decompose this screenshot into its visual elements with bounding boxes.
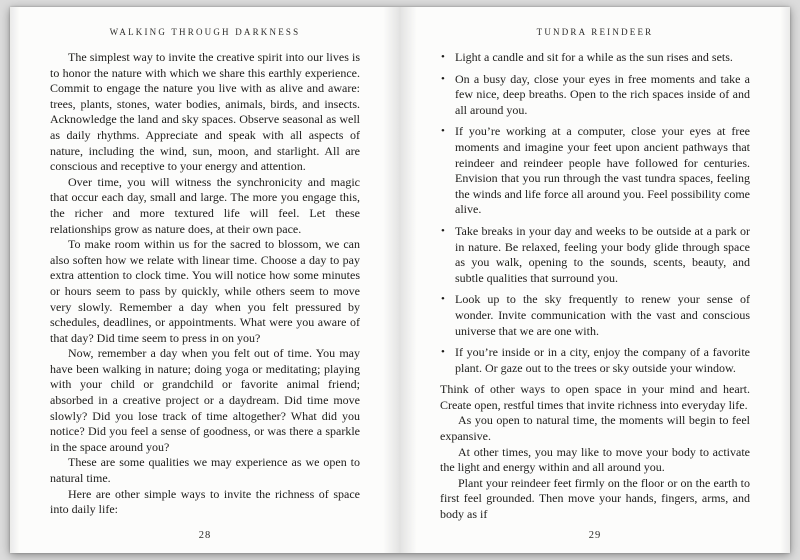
bullet-text: If you’re inside or in a city, enjoy the company of a favorite plant. Or gaze out to the trees or sky outside your window. [455, 345, 750, 375]
bullet-list [440, 50, 750, 376]
left-body-text [50, 50, 360, 518]
right-running-head: TUNDRA REINDEER [536, 27, 654, 37]
paragraph: At other times, you may like to move your body to activate the light and energy within and all around you. [440, 444, 750, 475]
left-running-head: WALKING THROUGH DARKNESS [109, 27, 301, 37]
paragraph: Here are other simple ways to invite the richness of space into daily life: [50, 486, 360, 517]
right-page [400, 7, 790, 553]
book-spread [10, 7, 790, 553]
paragraph: As you open to natural time, the moments will begin to feel expansive. [440, 413, 750, 444]
bullet-text: Take breaks in your day and weeks to be outside at a park or in nature. Be relaxed, feeling your body glide through space as you walk, opening to the sounds, scents, beauty, and subtle qualities that surround you. [455, 223, 750, 285]
bullet-item [440, 72, 750, 119]
bullet-item [440, 292, 750, 339]
bullet-text: Look up to the sky frequently to renew your sense of wonder. Invite communication with the vast and conscious universe that we are one with. [455, 292, 750, 338]
bullet-icon: • [441, 72, 445, 85]
bullet-item [440, 124, 750, 218]
paragraph: These are some qualities we may experience as we open to natural time. [50, 455, 360, 486]
bullet-icon: • [441, 224, 445, 237]
paragraph: Think of other ways to open space in your mind and heart. Create open, restful times that invite richness into everyday life. [440, 382, 750, 412]
right-body-text [440, 50, 750, 523]
bullet-text: Light a candle and sit for a while as the sun rises and sets. [455, 50, 733, 64]
paragraph: The simplest way to invite the creative spirit into our lives is to honor the nature with which we share this earthly experience. Commit to engage the nature you live with as alive and aware: trees, plants, stones, water bodies, animals, birds, and insects. Acknowledge the land and sky spaces. Observe seasonal as well as daily rhythms. Appreciate and speak with all aspects of nature, including the wind, sun, moon, and starlight. All are conscious and receptive to your energy and attention. [50, 50, 360, 174]
paragraph: To make room within us for the sacred to blossom, we can also soften how we relate with linear time. Choose a day to pay extra attention to clock time. You will notice how some minutes or hours seem to pass by quickly, while others seem to move very slowly. Remember a day when you felt pressured by schedules, deadlines, or appointments. What were you aware of that day? Did time seem to press in on you? [50, 237, 360, 345]
bullet-icon: • [441, 51, 445, 63]
bullet-item [440, 224, 750, 286]
left-page-number: 28 [198, 530, 212, 541]
bullet-text: If you’re working at a computer, close your eyes at free moments and imagine your feet upon ancient pathways that reindeer and reindeer people have followed for centuries. Envision that you run through the vast tundra spaces, feeling the winds and life force all around you. Feel possibility come alive. [455, 124, 750, 217]
bullet-text: On a busy day, close your eyes in free moments and take a few nice, deep breaths. Open to the rich spaces inside of and all around you. [455, 71, 750, 117]
paragraph: Plant your reindeer feet firmly on the floor or on the earth to first feel grounded. Then move your hands, fingers, arms, and body as if [440, 475, 750, 522]
bullet-icon: • [441, 293, 445, 306]
bullet-icon: • [441, 125, 445, 138]
paragraph: Over time, you will witness the synchronicity and magic that occur each day, small and large. The more you engage this, the richer and more textured life will feel. Let these relationships grow as nature does, at their own pace. [50, 174, 360, 236]
right-page-number: 29 [588, 530, 602, 541]
bullet-icon: • [441, 346, 445, 359]
bullet-item [440, 345, 750, 376]
bullet-item [440, 50, 750, 66]
paragraph: Now, remember a day when you felt out of time. You may have been walking in nature; doing yoga or meditating; playing with your child or grandchild or favorite animal friend; absorbed in a creative project or a daydream. Did time move slowly? Did you lose track of time altogether? What did you notice? Did you feel a sense of goodness, or was there a sparkle in the space around you? [50, 346, 360, 454]
left-page [10, 7, 400, 553]
